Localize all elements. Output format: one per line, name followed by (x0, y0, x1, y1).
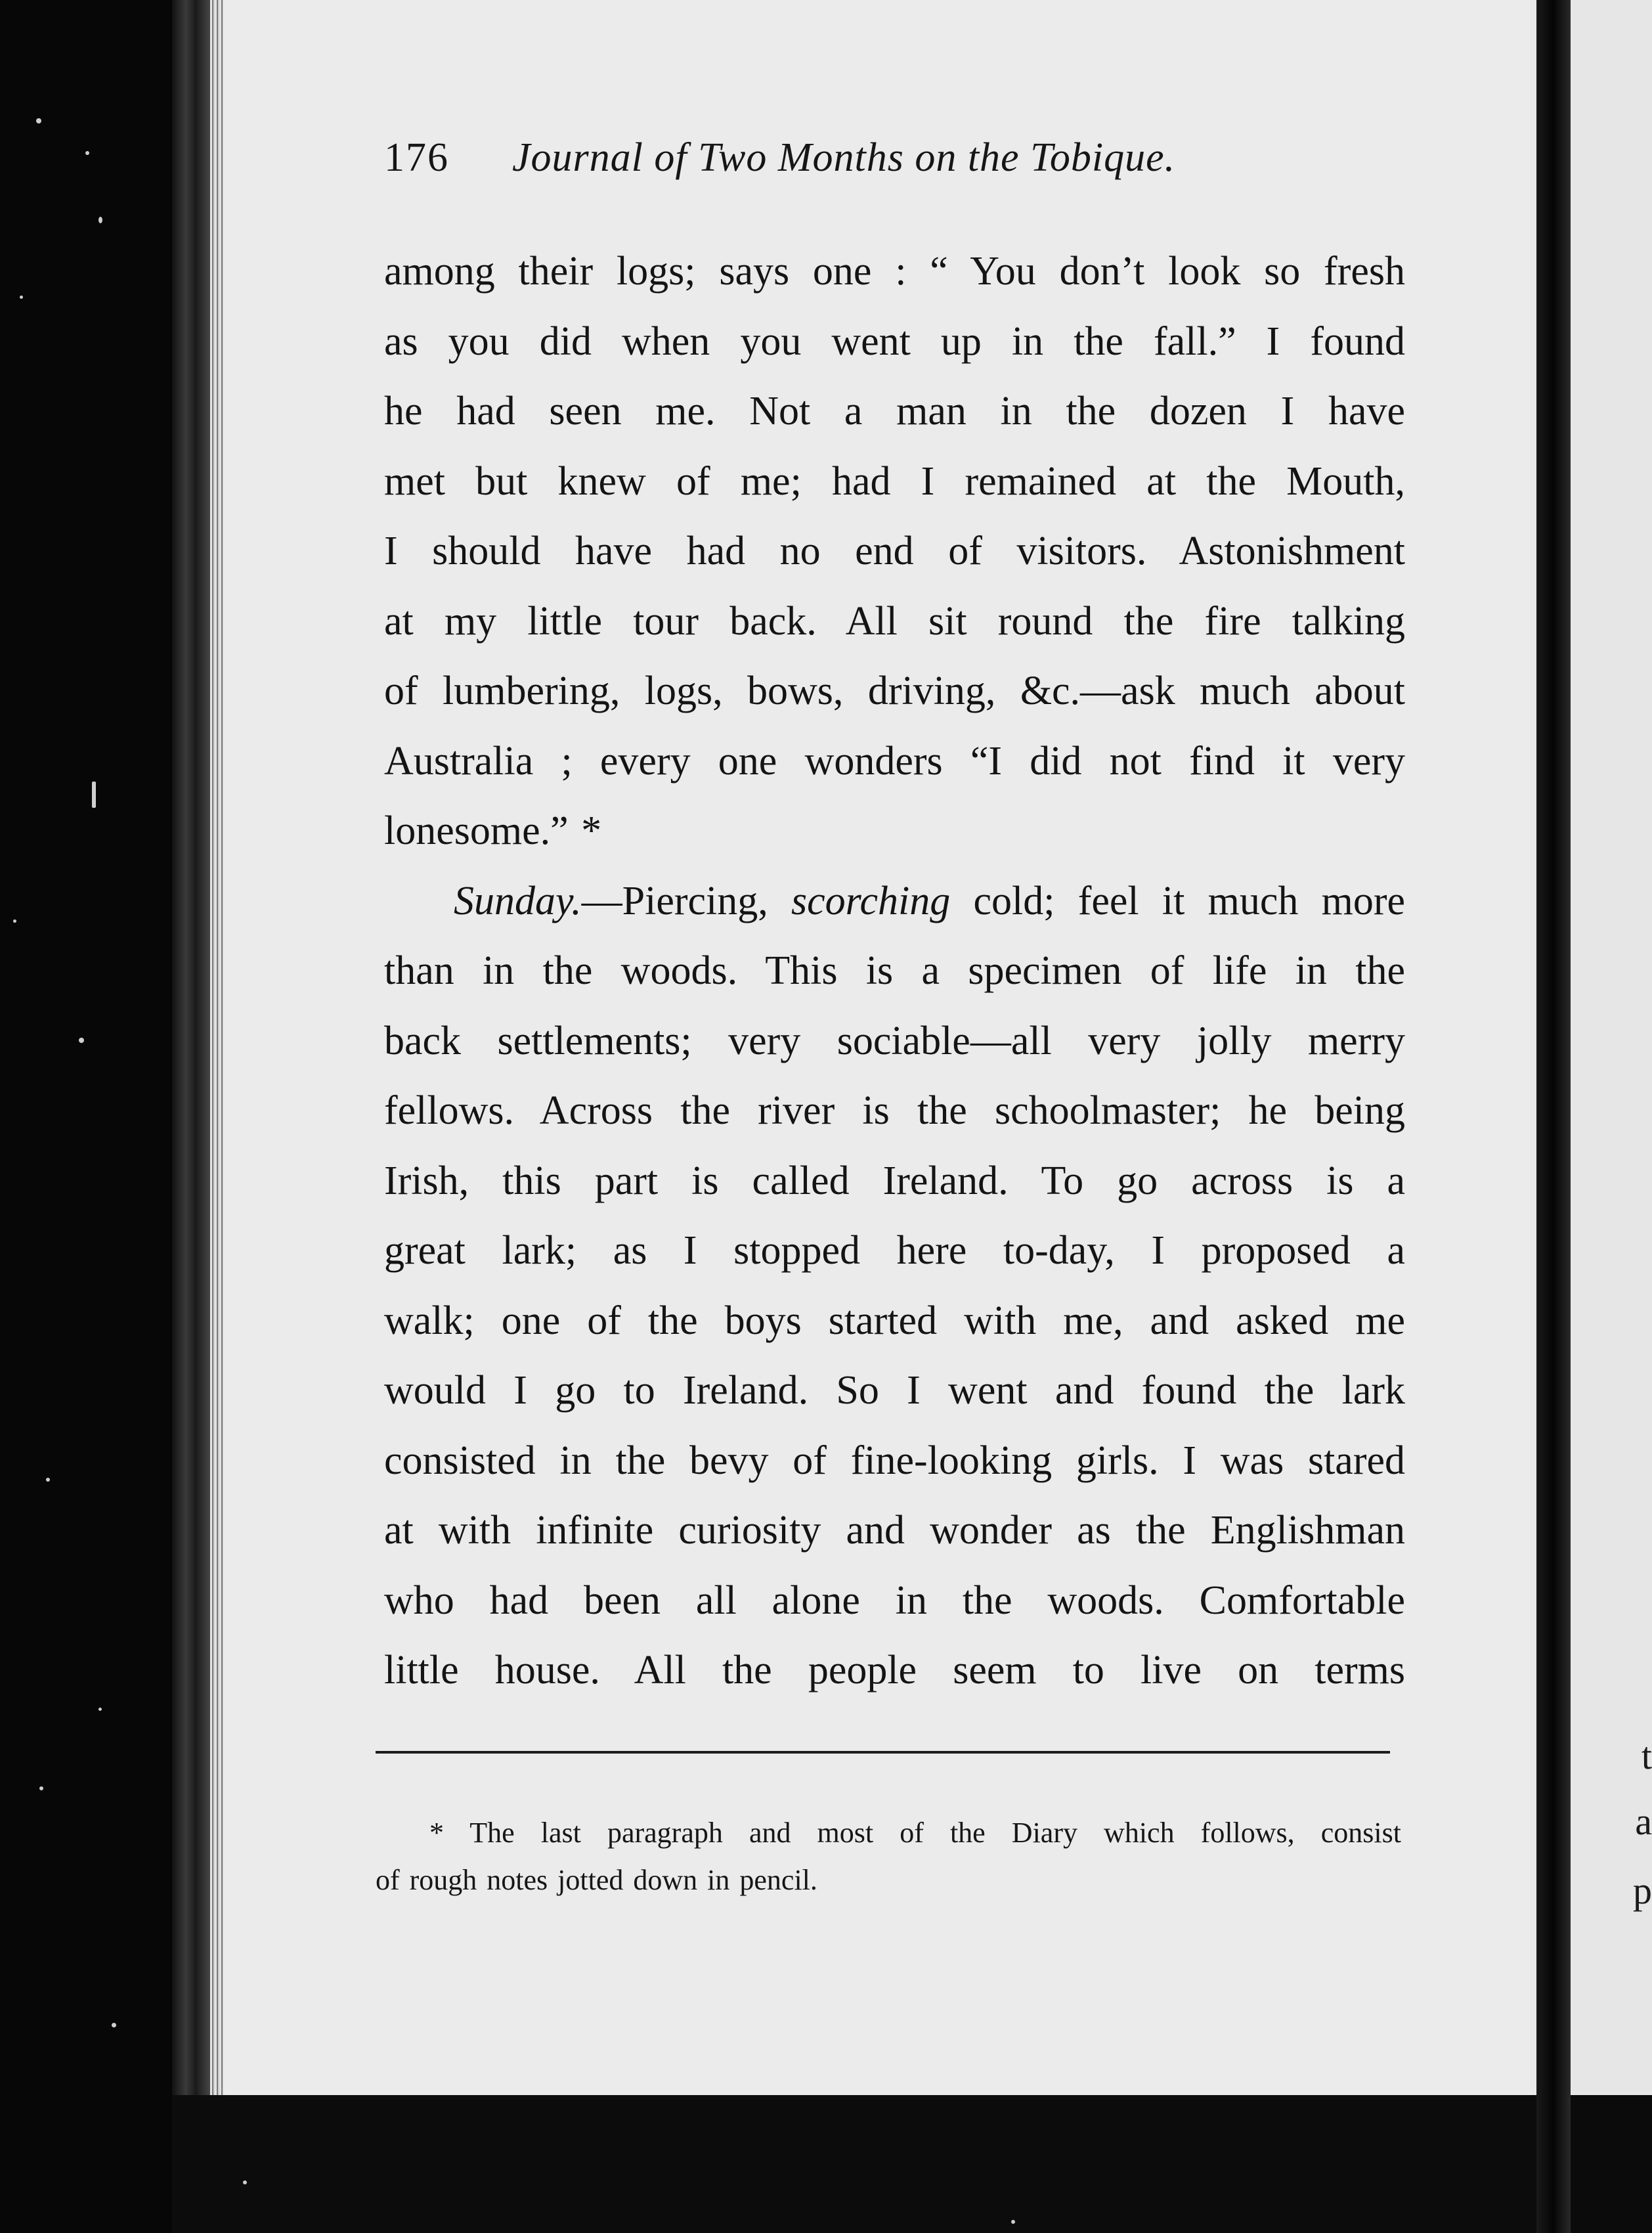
sunday-rest-text: cold; feel it much more (950, 878, 1405, 923)
footnote (376, 1809, 1401, 1904)
scan-speck (112, 2023, 116, 2027)
text-line: met but knew of me; had I remained at the Mouth, (384, 458, 1405, 504)
scan-background (0, 0, 197, 2233)
facing-page-letter: a (1635, 1800, 1652, 1843)
page-header (384, 135, 1310, 194)
body-text (384, 236, 1405, 1706)
facing-page-letter: p (1633, 1869, 1652, 1912)
day-label: Sunday. (454, 878, 582, 923)
scan-speck (46, 1478, 50, 1482)
scan-bottom-edge (172, 2095, 1551, 2233)
page-number: 176 (384, 135, 449, 180)
text-line: Australia ; every one wonders “I did not find it very (384, 738, 1405, 784)
scan-speck (85, 151, 89, 155)
scan-speck (243, 2180, 247, 2184)
text-line: among their logs; says one : “ You don’t look so fresh (384, 249, 1405, 294)
text-line: would I go to Ireland. So I went and found the lark (384, 1368, 1405, 1413)
facing-page-letter: t (1641, 1735, 1652, 1777)
text-line: lonesome.” * (384, 808, 602, 853)
scan-speck (13, 919, 16, 923)
footnote-line: * The last paragraph and most of the Diary which follows, consist (429, 1817, 1401, 1849)
page-edges (210, 0, 225, 2095)
book-gutter (1536, 0, 1571, 2233)
text-line: Irish, this part is called Ireland. To go across is a (384, 1158, 1405, 1203)
footnote-divider (376, 1751, 1390, 1754)
text-line: than in the woods. This is a specimen of life in the (384, 948, 1405, 993)
text-line: as you did when you went up in the fall.” I found (384, 319, 1405, 364)
scan-speck (79, 1038, 84, 1043)
sunday-dash-text: —Piercing, (581, 878, 791, 923)
emphasis-word: scorching (791, 878, 951, 923)
text-line: at my little tour back. All sit round the fire talking (384, 598, 1405, 644)
text-line: little house. All the people seem to live on terms (384, 1648, 1405, 1692)
sunday-paragraph-start (384, 866, 1405, 937)
scan-speck (1011, 2220, 1015, 2224)
scan-speck (20, 296, 23, 299)
text-line: back settlements; very sociable—all very jolly merry (384, 1018, 1405, 1063)
text-line: consisted in the bevy of fine-looking girls. I was stared (384, 1438, 1405, 1483)
footnote-line: of rough notes jotted down in pencil. (376, 1864, 817, 1896)
text-line: he had seen me. Not a man in the dozen I have (384, 389, 1405, 433)
scan-speck (92, 782, 96, 808)
text-line: great lark; as I stopped here to-day, I proposed a (384, 1228, 1405, 1273)
text-line: of lumbering, logs, bows, driving, &c.—ask much about (384, 669, 1405, 713)
text-line: I should have had no end of visitors. Astonishment (384, 529, 1405, 573)
scan-speck (98, 217, 102, 223)
scan-speck (98, 1708, 102, 1711)
text-line: who had been all alone in the woods. Comfortable (384, 1578, 1405, 1623)
facing-page-edge (1571, 0, 1652, 2095)
book-spine (172, 0, 211, 2233)
text-line: at with infinite curiosity and wonder as the Englishman (384, 1508, 1405, 1553)
scan-speck (39, 1786, 43, 1790)
text-line: walk; one of the boys started with me, and asked me (384, 1298, 1405, 1343)
running-title: Journal of Two Months on the Tobique. (512, 135, 1176, 180)
scan-speck (36, 118, 41, 123)
text-line: fellows. Across the river is the schoolmaster; he being (384, 1088, 1405, 1133)
